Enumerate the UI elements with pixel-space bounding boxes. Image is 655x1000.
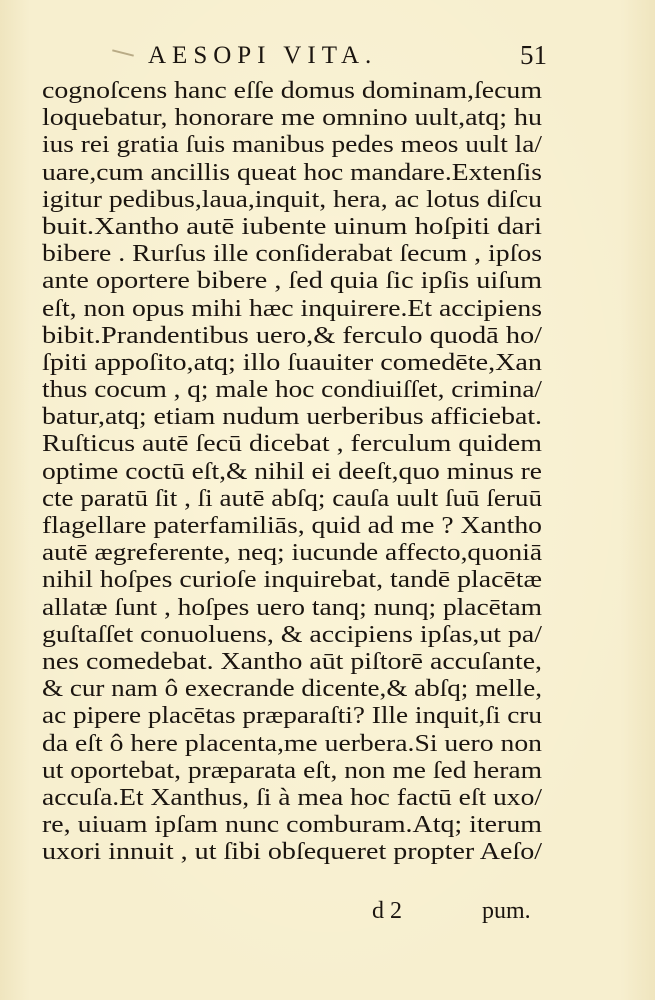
text-line: allatæ ſunt , hoſpes uero tanq; nunq; placētam (42, 594, 542, 621)
text-line: uxori innuit , ut ſibi obſequeret propter Aeſo/ (42, 839, 542, 866)
text-line: & cur nam ô execrande dicente,& abſq; melle, (42, 676, 542, 703)
text-line: cognoſcens hanc eſſe domus dominam,ſecum (42, 78, 542, 104)
text-line: da eſt ô here placenta,me uerbera.Si uero non (42, 730, 542, 757)
text-line: Ruſticus autē ſecū dicebat , ferculum quidem (42, 431, 542, 458)
text-line: uare,cum ancillis queat hoc mandare.Extenſis (42, 159, 542, 186)
catchword: pum. (482, 898, 531, 924)
head-ornament (112, 49, 134, 56)
text-line: guſtaſſet conuoluens, & accipiens ipſas,ut pa/ (42, 621, 542, 648)
running-head (0, 40, 655, 76)
text-line: bibere . Rurſus ille conſiderabat ſecum , ipſos (42, 241, 542, 268)
text-line: bibit.Prandentibus uero,& ferculo quodā ho/ (42, 322, 542, 349)
text-line: nes comedebat. Xantho aūt piſtorē accuſante, (42, 648, 542, 675)
text-line: igitur pedibus,laua,inquit, hera, ac lotus diſcu (42, 186, 542, 213)
text-line: batur,atq; etiam nudum uerberibus afficiebat. (42, 404, 542, 431)
text-line: thus cocum , q; male hoc condiuiſſet, crimina/ (42, 377, 542, 404)
text-line: loquebatur, honorare me omnino uult,atq; hu (42, 105, 542, 132)
text-line: re, uiuam ipſam nunc comburam.Atq; iterum (42, 812, 542, 839)
body-text (42, 78, 602, 866)
text-line: flagellare paterfamiliās, quid ad me ? Xantho (42, 513, 542, 539)
text-line: buit.Xantho autē iubente uinum hoſpiti dari (42, 213, 542, 240)
text-line: ius rei gratia ſuis manibus pedes meos uult la/ (42, 132, 542, 159)
signature-mark: d 2 (372, 898, 402, 924)
text-line: nihil hoſpes curioſe inquirebat, tandē placētæ (42, 567, 542, 594)
text-line: ac pipere placētas præparaſti? Ille inquit,ſi cru (42, 703, 542, 730)
text-line: eſt, non opus mihi hæc inquirere.Et accipiens (42, 295, 542, 322)
page-number: 51 (520, 40, 547, 70)
text-line: cte paratū ſit , ſi autē abſq; cauſa uult ſuū ſeruū (42, 485, 542, 512)
text-line: optime coctū eſt,& nihil ei deeſt,quo minus re (42, 458, 542, 485)
running-title: AESOPI VITA. (148, 42, 378, 69)
text-line: autē ægreferente, neq; iucunde affecto,quoniā (42, 540, 542, 567)
text-line: accuſa.Et Xanthus, ſi à mea hoc factū eſt uxo/ (42, 784, 542, 811)
text-line: ſpiti appoſito,atq; illo ſuauiter comedēte,Xan (42, 349, 542, 376)
text-line: ut oportebat, præparata eſt, non me ſed heram (42, 757, 542, 784)
catchline (0, 898, 655, 928)
text-line: ante oportere bibere , ſed quia ſic ipſis uiſum (42, 268, 542, 295)
